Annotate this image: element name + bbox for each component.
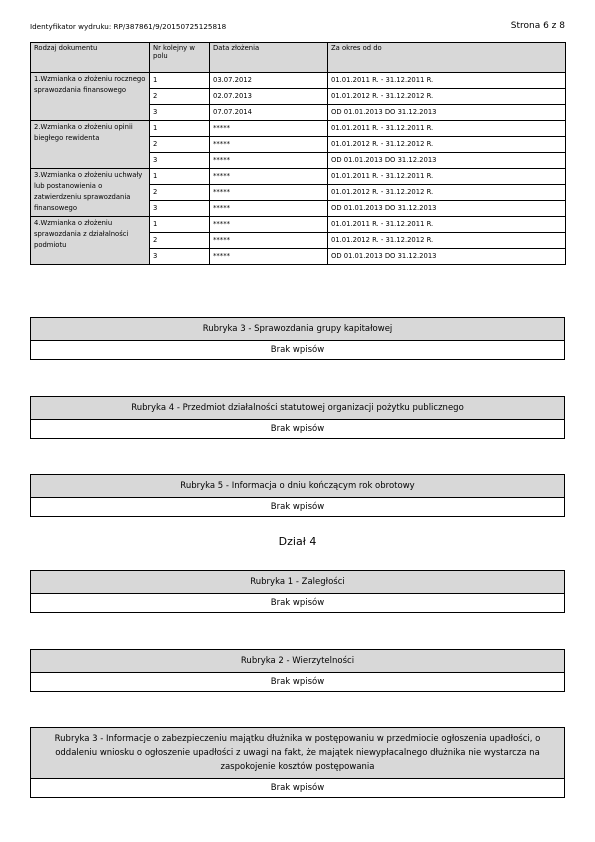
filing-date: *****: [210, 201, 328, 217]
filing-date: *****: [210, 153, 328, 169]
section-title: Rubryka 1 - Zaległości: [31, 571, 564, 594]
table-row: [31, 169, 566, 185]
filing-date: *****: [210, 249, 328, 265]
column-header: Rodzaj dokumentu: [31, 43, 150, 73]
documents-table: [30, 42, 566, 265]
section-title: Rubryka 4 - Przedmiot działalności statutowej organizacji pożytku publicznego: [31, 397, 564, 420]
section-rubryka-5-fiscal-year-end: [30, 474, 565, 517]
section-body: Brak wpisów: [270, 677, 325, 687]
table-header-row: [31, 43, 566, 73]
period: 01.01.2011 R. - 31.12.2011 R.: [328, 73, 566, 89]
row-number: 1: [150, 169, 210, 185]
section-body: Brak wpisów: [270, 345, 325, 355]
filing-date: *****: [210, 121, 328, 137]
period: 01.01.2012 R. - 31.12.2012 R.: [328, 89, 566, 105]
column-header: Data złożenia: [210, 43, 328, 73]
period: 01.01.2011 R. - 31.12.2011 R.: [328, 121, 566, 137]
section-body: Brak wpisów: [270, 502, 325, 512]
division-heading: Dział 4: [278, 535, 317, 548]
column-header: Za okres od do: [328, 43, 566, 73]
section-rubryka-3-asset-security: [30, 727, 565, 798]
row-number: 2: [150, 233, 210, 249]
filing-date: 03.07.2012: [210, 73, 328, 89]
row-number: 3: [150, 249, 210, 265]
section-body: Brak wpisów: [270, 424, 325, 434]
filing-date: 02.07.2013: [210, 89, 328, 105]
period: OD 01.01.2013 DO 31.12.2013: [328, 249, 566, 265]
row-number: 3: [150, 105, 210, 121]
section-rubryka-4-statutory-activity: [30, 396, 565, 439]
section-title: Rubryka 2 - Wierzytelności: [31, 650, 564, 673]
filing-date: *****: [210, 169, 328, 185]
row-number: 2: [150, 137, 210, 153]
table-row: [31, 121, 566, 137]
table-row: [31, 73, 566, 89]
row-number: 3: [150, 201, 210, 217]
section-body: Brak wpisów: [270, 598, 325, 608]
document-type: 2.Wzmianka o złożeniu opinii biegłego rewidenta: [31, 121, 150, 169]
document-type: 1.Wzmianka o złożeniu rocznego sprawozdania finansowego: [31, 73, 150, 121]
row-number: 1: [150, 217, 210, 233]
section-rubryka-1-arrears: [30, 570, 565, 613]
filing-date: *****: [210, 185, 328, 201]
filing-date: *****: [210, 137, 328, 153]
period: OD 01.01.2013 DO 31.12.2013: [328, 153, 566, 169]
section-title: Rubryka 3 - Sprawozdania grupy kapitałowej: [31, 318, 564, 341]
section-rubryka-2-receivables: [30, 649, 565, 692]
row-number: 1: [150, 73, 210, 89]
page-number: Strona 6 z 8: [510, 21, 565, 31]
section-title: Rubryka 5 - Informacja o dniu kończącym rok obrotowy: [31, 475, 564, 498]
table-row: [31, 217, 566, 233]
row-number: 2: [150, 185, 210, 201]
page-header: [30, 21, 565, 35]
section-rubryka-3-group-reports: [30, 317, 565, 360]
section-body: Brak wpisów: [270, 783, 325, 793]
filing-date: *****: [210, 233, 328, 249]
period: 01.01.2012 R. - 31.12.2012 R.: [328, 233, 566, 249]
filing-date: 07.07.2014: [210, 105, 328, 121]
document-type: 4.Wzmianka o złożeniu sprawozdania z działalności podmiotu: [31, 217, 150, 265]
row-number: 1: [150, 121, 210, 137]
row-number: 3: [150, 153, 210, 169]
filing-date: *****: [210, 217, 328, 233]
period: 01.01.2012 R. - 31.12.2012 R.: [328, 137, 566, 153]
period: 01.01.2012 R. - 31.12.2012 R.: [328, 185, 566, 201]
print-identifier: Identyfikator wydruku: RP/387861/9/20150725125818: [30, 22, 227, 31]
section-title: Rubryka 3 - Informacje o zabezpieczeniu majątku dłużnika w postępowaniu w przedmiocie ogłoszenia upadłości, o oddaleniu wniosku o ogłoszenie upadłości z uwagi na fakt, że majątek niewypłacalnego dłużnika nie wystarcza na zaspokojenie kosztów postępowania: [31, 728, 564, 779]
period: OD 01.01.2013 DO 31.12.2013: [328, 201, 566, 217]
row-number: 2: [150, 89, 210, 105]
document-type: 3.Wzmianka o złożeniu uchwały lub postanowienia o zatwierdzeniu sprawozdania finansowego: [31, 169, 150, 217]
column-header: Nr kolejny w polu: [150, 43, 210, 73]
period: OD 01.01.2013 DO 31.12.2013: [328, 105, 566, 121]
period: 01.01.2011 R. - 31.12.2011 R.: [328, 217, 566, 233]
period: 01.01.2011 R. - 31.12.2011 R.: [328, 169, 566, 185]
